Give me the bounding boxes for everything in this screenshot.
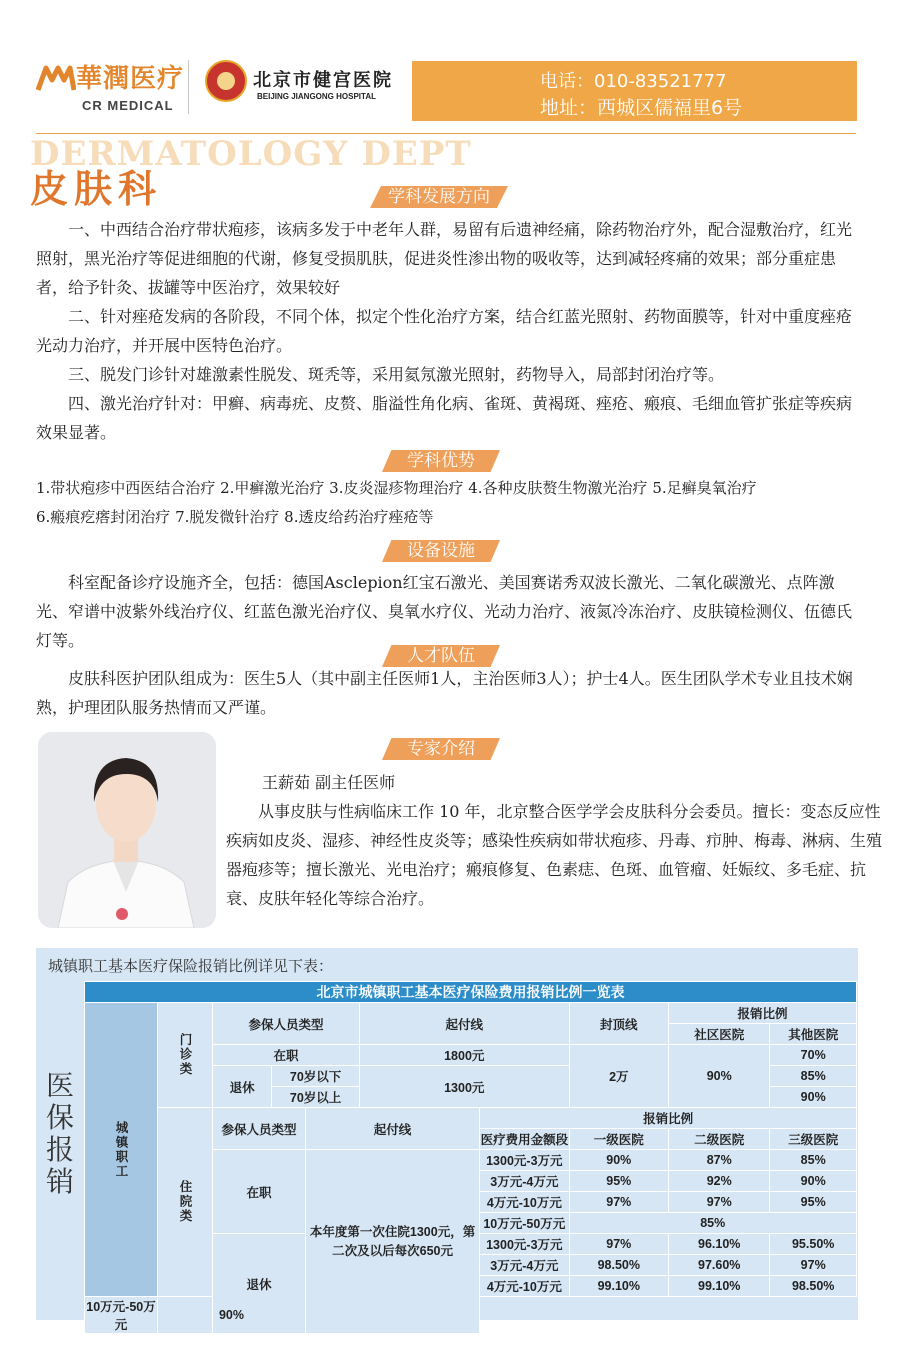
hospital-logo — [205, 58, 405, 118]
op-header-deductible: 起付线 — [360, 1003, 569, 1045]
ip-ret-range-2: 3万元-4万元 — [480, 1255, 569, 1276]
section-tab-team: 人才队伍 — [382, 645, 500, 667]
advantages-line2: 6.瘢痕疙瘩封闭治疗 7.脱发微针治疗 8.透皮给药治疗痤疮等 — [36, 508, 434, 526]
ip-emp-range-2: 3万元-4万元 — [480, 1171, 569, 1192]
advantages-line1: 1.带状疱疹中西医结合治疗 2.甲癣激光治疗 3.皮炎湿疹物理治疗 4.各种皮肤赘生物激光治疗 5.足癣臭氧治疗 — [36, 479, 757, 497]
ip-header-l3: 三级医院 — [770, 1129, 857, 1150]
hospital-name-en: BEIJING JIANGONG HOSPITAL — [257, 92, 376, 101]
ip-header-type: 参保人员类型 — [213, 1108, 306, 1150]
ip-ret-l1-2: 98.50% — [569, 1255, 669, 1276]
ip-ret-range-4: 10万元-50万元 — [85, 1297, 158, 1334]
op-cap: 2万 — [569, 1045, 669, 1108]
cr-logo-zh: 華潤医疗 — [76, 64, 185, 94]
op-header-other: 其他医院 — [770, 1024, 857, 1045]
development-p4: 四、激光治疗针对：甲癣、病毒疣、皮赘、脂溢性角化病、雀斑、黄褐斑、痤疮、瘢痕、毛细血管扩张症等疾病效果显著。 — [36, 394, 853, 442]
logo-divider — [188, 60, 189, 114]
department-title-en: DERMATOLOGY DEPT — [30, 134, 472, 174]
ip-emp-l2-3: 97% — [669, 1192, 770, 1213]
ip-header-l1: 一级医院 — [569, 1129, 669, 1150]
doctor-portrait-icon — [38, 732, 216, 928]
development-p1: 一、中西结合治疗带状疱疹，该病多发于中老年人群，易留有后遗神经痛，除药物治疗外，配合湿敷治疗，红光照射，黑光治疗等促进细胞的代谢，修复受损肌肤，促进炎性渗出物的吸收等，达到减轻疼痛的效果；部分重症患者，给予针灸、拔罐等中医治疗，效果较好 — [36, 220, 853, 297]
ip-emp-l1-2: 95% — [569, 1171, 669, 1192]
development-p2: 二、针对痤疮发病的各阶段，不同个体，拟定个性化治疗方案，结合红蓝光照射、药物面膜等，针对中重度痤疮光动力治疗，并开展中医特色治疗。 — [36, 307, 853, 355]
ip-ret-merged: 90% — [158, 1297, 306, 1334]
cr-medical-logo — [36, 58, 186, 118]
ip-ret-l1-3: 99.10% — [569, 1276, 669, 1297]
expert-photo — [38, 732, 216, 928]
development-p3: 三、脱发门诊针对雄激素性脱发、斑秃等，采用氦氖激光照射，药物导入，局部封闭治疗等。 — [68, 365, 725, 384]
op-employed: 在职 — [213, 1045, 360, 1066]
op-community: 90% — [669, 1045, 770, 1108]
op-ded-retired: 1300元 — [360, 1066, 569, 1108]
op-other-employed: 70% — [770, 1045, 857, 1066]
op-under70: 70岁以下 — [272, 1066, 360, 1087]
expert-bio-paragraph: 从事皮肤与性病临床工作 10 年，北京整合医学学会皮肤科分会委员。擅长：变态反应性疾病如皮炎、湿疹、神经性皮炎等；感染性疾病如带状疱疹、丹毒、疖肿、梅毒、淋病、生殖器疱疹等；擅长激光、光电治疗；瘢痕修复、色素痣、色斑、血管瘤、妊娠纹、多毛症、抗衰、皮肤年轻化等综合治疗。 — [226, 802, 883, 908]
outpatient-label: 门诊类 — [158, 1003, 213, 1108]
table-title: 北京市城镇职工基本医疗保险费用报销比例一览表 — [85, 982, 857, 1003]
ip-emp-l2-1: 87% — [669, 1150, 770, 1171]
ip-ret-l2-1: 96.10% — [669, 1234, 770, 1255]
ip-emp-l3-2: 90% — [770, 1171, 857, 1192]
ip-emp-l3-1: 85% — [770, 1150, 857, 1171]
ip-emp-l1-3: 97% — [569, 1192, 669, 1213]
ip-ret-l3-3: 98.50% — [770, 1276, 857, 1297]
expert-name: 王薪茹 副主任医师 — [262, 773, 396, 792]
ip-header-amount: 医疗费用金额段 — [480, 1129, 569, 1150]
section-tab-development: 学科发展方向 — [370, 186, 508, 208]
cr-logo-icon — [36, 62, 76, 92]
op-header-ratio: 报销比例 — [669, 1003, 857, 1024]
ip-ret-l3-2: 97% — [770, 1255, 857, 1276]
ip-ret-l2-3: 99.10% — [669, 1276, 770, 1297]
ip-ret-l3-1: 95.50% — [770, 1234, 857, 1255]
ip-emp-l3-3: 95% — [770, 1192, 857, 1213]
address-text: 地址：西城区儒福里6号 — [540, 97, 743, 119]
cr-logo-en: CR MEDICAL — [82, 98, 174, 113]
hospital-name-zh: 北京市健宫医院 — [253, 70, 393, 91]
team-paragraph: 皮肤科医护团队组成为：医生5人（其中副主任医师1人，主治医师3人）；护士4人。医生团队学术专业且技术娴熟，护理团队服务热情而又严谨。 — [36, 669, 853, 717]
op-header-community: 社区医院 — [669, 1024, 770, 1045]
equipment-paragraph: 科室配备诊疗设施齐全，包括：德国Asclepion红宝石激光、美国赛诺秀双波长激光、二氧化碳激光、点阵激光、窄谱中波紫外线治疗仪、红蓝色激光治疗仪、臭氧水疗仪、光动力治疗、液氮冷冻治疗、皮肤镜检测仪、伍德氏灯等。 — [36, 573, 853, 650]
insurance-side-label: 医保报销 — [45, 1069, 74, 1198]
ip-ret-range-3: 4万元-10万元 — [480, 1276, 569, 1297]
inpatient-label: 住院类 — [158, 1108, 213, 1297]
ip-ret-range-1: 1300元-3万元 — [480, 1234, 569, 1255]
op-over70: 70岁以上 — [272, 1087, 360, 1108]
section-tab-equipment: 设备设施 — [382, 540, 500, 562]
phone-text: 电话：010-83521777 — [540, 71, 727, 92]
contact-banner — [412, 61, 857, 121]
ip-ret-l2-2: 97.60% — [669, 1255, 770, 1276]
ip-header-deductible: 起付线 — [305, 1108, 479, 1150]
insurance-caption: 城镇职工基本医疗保险报销比例详见下表： — [48, 957, 334, 975]
team-text — [36, 664, 876, 722]
ip-deductible-note: 本年度第一次住院1300元，第二次及以后每次650元 — [305, 1150, 479, 1334]
hospital-seal-icon — [205, 60, 247, 102]
ip-header-l2: 二级医院 — [669, 1129, 770, 1150]
ip-emp-range-3: 4万元-10万元 — [480, 1192, 569, 1213]
advantages-text — [36, 474, 876, 532]
expert-bio — [226, 797, 886, 913]
ip-emp-range-4: 10万元-50万元 — [480, 1213, 569, 1234]
op-header-type: 参保人员类型 — [213, 1003, 360, 1045]
op-other-over70: 90% — [770, 1087, 857, 1108]
insurance-table — [84, 981, 857, 1334]
group-label: 城镇职工 — [85, 1003, 158, 1297]
ip-emp-merged: 85% — [569, 1213, 857, 1234]
equipment-text — [36, 568, 858, 655]
section-tab-advantages: 学科优势 — [382, 450, 500, 472]
department-title: 皮肤科 — [30, 167, 163, 211]
development-text — [36, 215, 858, 447]
section-tab-expert: 专家介绍 — [382, 738, 500, 760]
op-other-under70: 85% — [770, 1066, 857, 1087]
op-ded-employed: 1800元 — [360, 1045, 569, 1066]
op-retired: 退休 — [213, 1066, 272, 1108]
ip-emp-range-1: 1300元-3万元 — [480, 1150, 569, 1171]
ip-header-ratio: 报销比例 — [480, 1108, 857, 1129]
ip-emp-l2-2: 92% — [669, 1171, 770, 1192]
ip-ret-l1-1: 97% — [569, 1234, 669, 1255]
ip-employed: 在职 — [213, 1150, 306, 1234]
ip-emp-l1-1: 90% — [569, 1150, 669, 1171]
ip-retired: 退休 — [213, 1234, 306, 1334]
op-header-cap: 封顶线 — [569, 1003, 669, 1045]
